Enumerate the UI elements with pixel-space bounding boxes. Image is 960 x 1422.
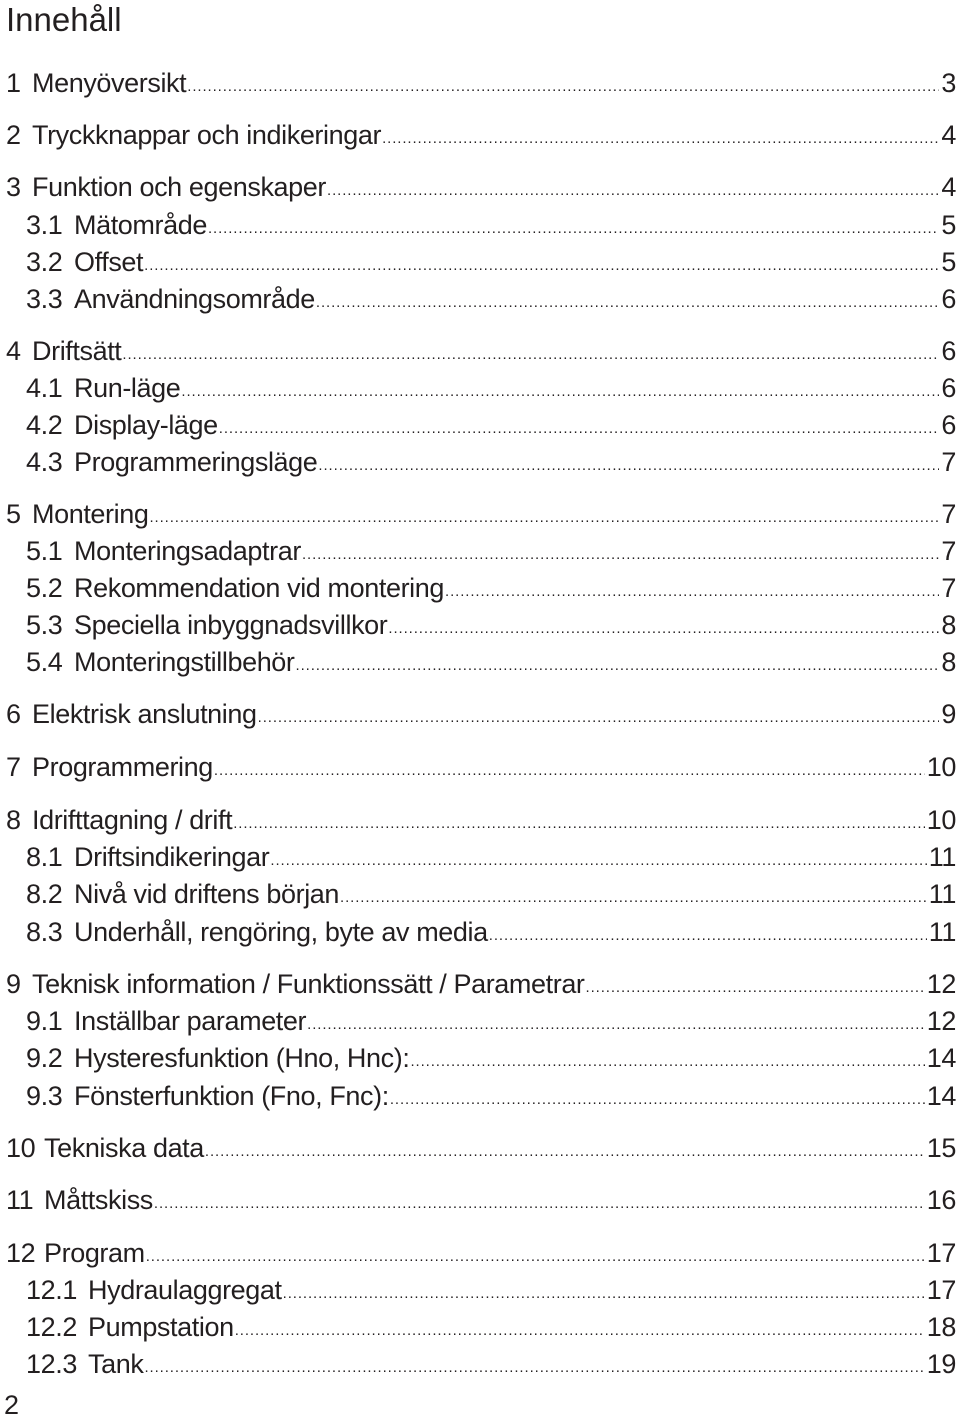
- toc-entry-page: 12: [926, 969, 956, 999]
- toc-entry-number: 3: [6, 172, 21, 202]
- toc-entry-page: 10: [926, 752, 956, 782]
- toc-entry-page: 10: [926, 805, 956, 835]
- toc-entry-7[interactable]: [6, 750, 956, 784]
- toc-entry-3-2[interactable]: [26, 245, 956, 279]
- toc-entry-page: 14: [926, 1043, 956, 1073]
- toc-entry-11[interactable]: [6, 1183, 956, 1217]
- toc-entry-page: 7: [941, 573, 956, 603]
- toc-entry-label: Tekniska data: [44, 1133, 204, 1163]
- toc-entry-label: Programmering: [32, 752, 213, 782]
- dot-leader: [270, 839, 926, 878]
- toc-entry-2[interactable]: [6, 118, 956, 152]
- toc-entry-label: Run-läge: [74, 373, 181, 403]
- dot-leader: [219, 407, 940, 446]
- toc-entry-5-2[interactable]: [26, 571, 956, 605]
- toc-entry-6[interactable]: [6, 697, 956, 731]
- toc-entry-page: 6: [941, 373, 956, 403]
- toc-entry-page: 8: [941, 647, 956, 677]
- toc-entry-page: 11: [928, 879, 956, 909]
- toc-entry-label: Fönsterfunktion (Fno, Fnc):: [74, 1081, 389, 1111]
- toc-entry-page: 12: [926, 1006, 956, 1036]
- toc-entry-5-4[interactable]: [26, 645, 956, 679]
- toc-entry-page: 9: [941, 699, 956, 729]
- dot-leader: [316, 281, 940, 320]
- toc-entry-number: 8.3: [26, 917, 63, 947]
- toc-entry-4[interactable]: [6, 334, 956, 368]
- toc-entry-number: 8.2: [26, 879, 63, 909]
- toc-entry-label: Montering: [32, 499, 149, 529]
- toc-entry-number: 4.2: [26, 410, 63, 440]
- toc-entry-label: Hysteresfunktion (Hno, Hnc):: [74, 1043, 410, 1073]
- toc-entry-number: 4: [6, 336, 21, 366]
- toc-entry-number: 4.3: [26, 447, 63, 477]
- toc-entry-page: 11: [928, 917, 956, 947]
- toc-entry-page: 11: [928, 842, 956, 872]
- dot-leader: [382, 117, 939, 156]
- toc-entry-label: Monteringstillbehör: [74, 647, 295, 677]
- toc-entry-page: 8: [941, 610, 956, 640]
- dot-leader: [144, 1346, 924, 1385]
- toc-entry-page: 7: [941, 447, 956, 477]
- dot-leader: [187, 65, 939, 104]
- toc-entry-label: Tank: [88, 1349, 144, 1379]
- toc-entry-label: Användningsområde: [74, 284, 315, 314]
- dot-leader: [445, 570, 939, 609]
- toc-entry-12[interactable]: [6, 1236, 956, 1270]
- toc-entry-label: Teknisk information / Funktionssätt / Parametrar: [32, 969, 585, 999]
- toc-entry-9-2[interactable]: [26, 1041, 956, 1075]
- toc-entry-page: 6: [941, 410, 956, 440]
- dot-leader: [410, 1040, 924, 1079]
- toc-entry-number: 8: [6, 805, 21, 835]
- toc-entry-label: Pumpstation: [88, 1312, 234, 1342]
- dot-leader: [122, 333, 939, 372]
- toc-entry-number: 3.3: [26, 284, 63, 314]
- toc-entry-label: Driftsindikeringar: [74, 842, 270, 872]
- toc-entry-5-1[interactable]: [26, 534, 956, 568]
- toc-entry-number: 9.2: [26, 1043, 63, 1073]
- dot-leader: [327, 169, 939, 208]
- toc-entry-page: 6: [941, 336, 956, 366]
- toc-entry-page: 6: [941, 284, 956, 314]
- toc-entry-label: Programmeringsläge: [74, 447, 318, 477]
- toc-entry-number: 7: [6, 752, 21, 782]
- toc-entry-label: Offset: [74, 247, 144, 277]
- toc-entry-8-2[interactable]: [26, 877, 956, 911]
- toc-entry-3-1[interactable]: [26, 208, 956, 242]
- toc-entry-number: 10: [6, 1133, 36, 1163]
- toc-entry-label: Hydraulaggregat: [88, 1275, 282, 1305]
- toc-entry-number: 2: [6, 120, 21, 150]
- toc-entry-label: Rekommendation vid montering: [74, 573, 444, 603]
- toc-entry-page: 17: [926, 1275, 956, 1305]
- toc-entry-number: 6: [6, 699, 21, 729]
- toc-entry-label: Funktion och egenskaper: [32, 172, 326, 202]
- toc-entry-number: 1: [6, 68, 21, 98]
- toc-entry-number: 3.1: [26, 210, 63, 240]
- toc-entry-3[interactable]: [6, 170, 956, 204]
- toc-entry-page: 18: [926, 1312, 956, 1342]
- toc-entry-page: 4: [941, 172, 956, 202]
- dot-leader: [181, 370, 939, 409]
- dot-leader: [296, 644, 940, 683]
- toc-entry-page: 7: [941, 499, 956, 529]
- toc-entry-8-1[interactable]: [26, 840, 956, 874]
- toc-entry-label: Mätområde: [74, 210, 207, 240]
- toc-entry-12-3[interactable]: [26, 1347, 956, 1381]
- toc-entry-number: 12.1: [26, 1275, 77, 1305]
- toc-entry-label: Nivå vid driftens början: [74, 879, 340, 909]
- dot-leader: [340, 876, 927, 915]
- dot-leader: [586, 966, 925, 1005]
- toc-entry-number: 12: [6, 1238, 36, 1268]
- page-title: Innehåll: [6, 1, 122, 38]
- toc-entry-page: 14: [926, 1081, 956, 1111]
- toc-entry-page: 16: [926, 1185, 956, 1215]
- toc-entry-label: Display-läge: [74, 410, 218, 440]
- dot-leader: [489, 914, 927, 953]
- dot-leader: [146, 1235, 925, 1274]
- toc-entry-8-3[interactable]: [26, 915, 956, 949]
- toc-entry-page: 15: [926, 1133, 956, 1163]
- toc-entry-page: 5: [941, 210, 956, 240]
- toc-entry-12-2[interactable]: [26, 1310, 956, 1344]
- toc-entry-number: 5: [6, 499, 21, 529]
- toc-entry-1[interactable]: [6, 66, 956, 100]
- dot-leader: [214, 749, 925, 788]
- toc-entry-label: Inställbar parameter: [74, 1006, 307, 1036]
- dot-leader: [283, 1272, 925, 1311]
- dot-leader: [258, 696, 940, 735]
- toc-entry-4-1[interactable]: [26, 371, 956, 405]
- toc-entry-page: 3: [941, 68, 956, 98]
- toc-entry-5-3[interactable]: [26, 608, 956, 642]
- toc-entry-label: Monteringsadaptrar: [74, 536, 301, 566]
- dot-leader: [154, 1182, 925, 1221]
- toc-entry-number: 8.1: [26, 842, 63, 872]
- toc-entry-number: 9.3: [26, 1081, 63, 1111]
- toc-entry-label: Program: [44, 1238, 145, 1268]
- toc-entry-label: Driftsätt: [32, 336, 122, 366]
- toc-entry-page: 7: [941, 536, 956, 566]
- page-number: 2: [4, 1390, 20, 1420]
- toc-entry-label: Speciella inbyggnadsvillkor: [74, 610, 388, 640]
- toc-entry-page: 17: [926, 1238, 956, 1268]
- toc-entry-label: Menyöversikt: [32, 68, 187, 98]
- toc-entry-page: 4: [941, 120, 956, 150]
- toc-entry-page: 19: [926, 1349, 956, 1379]
- toc-entry-number: 12.3: [26, 1349, 77, 1379]
- toc-entry-label: Underhåll, rengöring, byte av media: [74, 917, 488, 947]
- dot-leader: [307, 1003, 925, 1042]
- dot-leader: [233, 802, 925, 841]
- toc-entry-number: 4.1: [26, 373, 63, 403]
- toc-entry-12-1[interactable]: [26, 1273, 956, 1307]
- dot-leader: [318, 444, 939, 483]
- dot-leader: [302, 533, 939, 572]
- toc-entry-5[interactable]: [6, 497, 956, 531]
- toc-entry-label: Idrifttagning / drift: [32, 805, 233, 835]
- toc-entry-label: Måttskiss: [44, 1185, 153, 1215]
- dot-leader: [149, 496, 939, 535]
- toc-entry-9-3[interactable]: [26, 1079, 956, 1113]
- toc-entry-3-3[interactable]: [26, 282, 956, 316]
- toc-entry-number: 9: [6, 969, 21, 999]
- toc-entry-number: 5.4: [26, 647, 63, 677]
- toc-entry-10[interactable]: [6, 1131, 956, 1165]
- toc-entry-label: Tryckknappar och indikeringar: [32, 120, 382, 150]
- dot-leader: [208, 207, 939, 246]
- dot-leader: [144, 244, 939, 283]
- toc-entry-9[interactable]: [6, 967, 956, 1001]
- toc-entry-4-3[interactable]: [26, 445, 956, 479]
- dot-leader: [205, 1130, 925, 1169]
- toc-entry-number: 5.2: [26, 573, 63, 603]
- toc-entry-number: 12.2: [26, 1312, 77, 1342]
- toc-entry-number: 3.2: [26, 247, 63, 277]
- toc-entry-number: 5.1: [26, 536, 63, 566]
- toc-entry-number: 11: [6, 1185, 34, 1215]
- toc-entry-label: Elektrisk anslutning: [32, 699, 257, 729]
- dot-leader: [235, 1309, 925, 1348]
- toc-entry-4-2[interactable]: [26, 408, 956, 442]
- dot-leader: [390, 1078, 925, 1117]
- toc-entry-number: 9.1: [26, 1006, 63, 1036]
- toc-entry-number: 5.3: [26, 610, 63, 640]
- toc-entry-9-1[interactable]: [26, 1004, 956, 1038]
- dot-leader: [388, 607, 939, 646]
- toc-entry-page: 5: [941, 247, 956, 277]
- toc-entry-8[interactable]: [6, 803, 956, 837]
